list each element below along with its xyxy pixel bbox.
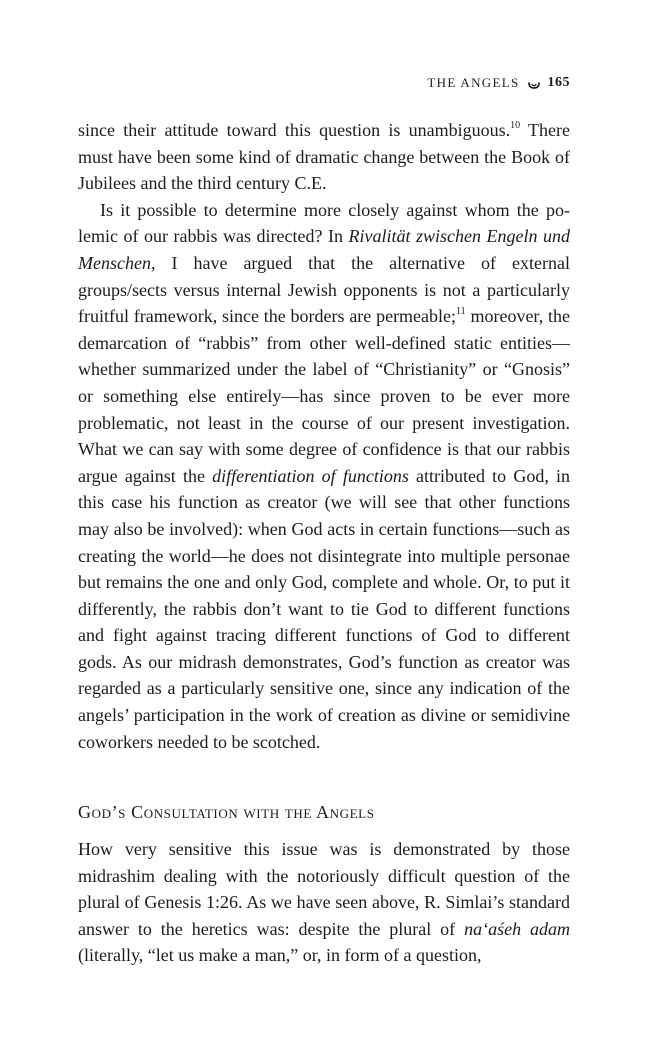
section-heading: God’s Consultation with the Angels [78, 802, 375, 822]
book-page [78, 0, 570, 1052]
book-title-italic: Rivalität zwischen Engeln und Menschen [78, 226, 570, 273]
running-title: THE ANGELS [427, 75, 520, 90]
footnote-ref-11[interactable]: 11 [456, 306, 466, 318]
paragraph-1: since their attitude toward this question is unambiguous.$^{10}$ There must have been some kind of dramatic change between the Book of Jubilees and the third century C.E. [78, 120, 570, 194]
hebrew-term-italic: na‘aśeh adam [464, 918, 570, 939]
paragraph-2: Is it possible to determine more closely against whom the polemic of our rabbis was directed? In Rivalität zwischen Engeln und Menschen, I have argued that the alternative of external groups/sects versus internal Jewish opponents is not a particularly fruitful framework, since the borders are permeable;$^{11}$ moreover, the demarcation of “rabbis” from other well-defined static entities—whether summarized under the label of “Christianity” or “Gnosis” or something else entirely—has since proven to be ever more problematic, not least in the course of our present investigation. What we can say with some degree of confidence is that our rabbis argue against the differentiation of functions attributed to God, in this case his function as creator (we will see that other functions may also be involved): when God acts in certain functions—such as creating the world—he does not disintegrate into multiple personae but remains the one and only God, complete and whole. Or, to put it differently, the rabbis don’t want to tie God to different functions and fight against tracing different functions of God to different gods. As our midrash demonstrates, God’s function as creator was regarded as a particularly sensitive one, since any indication of the angels’ participation in the work of creation as divine or semidivine coworkers needed to be scotched. [78, 199, 571, 752]
running-head [427, 75, 570, 91]
lotus-ornament-icon [528, 78, 540, 86]
footnote-ref-10[interactable]: 10 [510, 120, 521, 131]
section-text [78, 836, 570, 969]
emphasis-italic: differentiation of functions [212, 465, 409, 486]
paragraph-3: How very sensitive this issue was is demonstrated by those midrashim dealing with the notoriously difficult question of the plural of Genesis 1:26. As we have seen above, R. Simlai’s standard answer to the heretics was: despite the plural of na‘aśeh adam (literally, “let us make a man,” or, in form of a question, [78, 839, 570, 966]
body-text [78, 117, 570, 755]
page-number: 165 [547, 75, 570, 90]
